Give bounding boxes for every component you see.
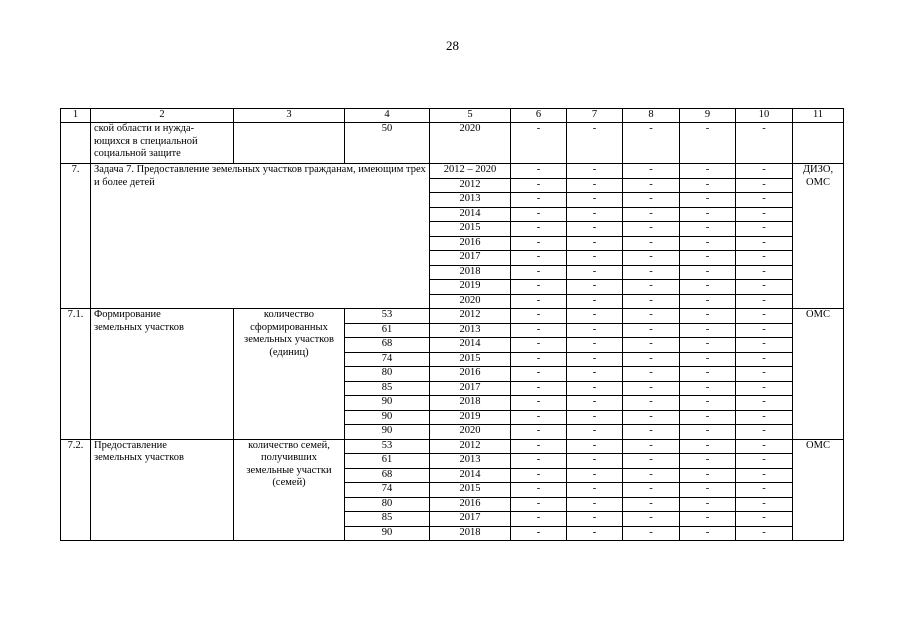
header-row <box>61 109 844 123</box>
table-row <box>61 309 844 324</box>
amount-cell: - <box>680 468 736 483</box>
year-cell: 2014 <box>430 207 511 222</box>
amount-cell: - <box>567 410 623 425</box>
amount-cell: - <box>736 425 793 440</box>
amount-cell: - <box>680 294 736 309</box>
value-cell: 90 <box>345 425 430 440</box>
year-cell: 2017 <box>430 512 511 527</box>
year-cell: 2018 <box>430 265 511 280</box>
value-cell: 61 <box>345 454 430 469</box>
amount-cell: - <box>680 439 736 454</box>
amount-cell: - <box>511 323 567 338</box>
amount-cell: - <box>680 396 736 411</box>
amount-cell: - <box>511 454 567 469</box>
amount-cell: - <box>736 323 793 338</box>
amount-cell: - <box>736 178 793 193</box>
amount-cell: - <box>736 454 793 469</box>
year-cell: 2013 <box>430 323 511 338</box>
amount-cell: - <box>680 512 736 527</box>
amount-cell: - <box>511 338 567 353</box>
amount-cell: - <box>511 526 567 541</box>
column-header: 9 <box>680 109 736 123</box>
amount-cell: - <box>623 309 680 324</box>
amount-cell: - <box>511 367 567 382</box>
year-cell: 2015 <box>430 352 511 367</box>
indicator-cell: количество сформированных земельных участков (единиц) <box>234 309 345 440</box>
amount-cell: - <box>736 468 793 483</box>
amount-cell: - <box>623 526 680 541</box>
value-cell: 90 <box>345 526 430 541</box>
amount-cell: - <box>623 425 680 440</box>
amount-cell: - <box>680 497 736 512</box>
amount-cell: - <box>680 367 736 382</box>
year-cell: 2020 <box>430 294 511 309</box>
value-cell: 61 <box>345 323 430 338</box>
amount-cell: - <box>567 381 623 396</box>
year-cell: 2017 <box>430 381 511 396</box>
amount-cell: - <box>736 236 793 251</box>
amount-cell: - <box>736 193 793 208</box>
amount-cell: - <box>680 265 736 280</box>
amount-cell: - <box>623 323 680 338</box>
amount-cell: - <box>623 454 680 469</box>
amount-cell: - <box>736 512 793 527</box>
amount-cell: - <box>511 309 567 324</box>
amount-cell: - <box>511 123 567 164</box>
amount-cell: - <box>623 193 680 208</box>
amount-cell: - <box>623 123 680 164</box>
amount-cell: - <box>567 512 623 527</box>
column-header: 6 <box>511 109 567 123</box>
column-header: 1 <box>61 109 91 123</box>
amount-cell: - <box>736 207 793 222</box>
amount-cell: - <box>567 251 623 266</box>
amount-cell: - <box>680 236 736 251</box>
amount-cell: - <box>680 280 736 295</box>
year-cell: 2015 <box>430 222 511 237</box>
amount-cell: - <box>511 352 567 367</box>
amount-cell: - <box>511 280 567 295</box>
amount-cell: - <box>567 193 623 208</box>
amount-cell: - <box>623 338 680 353</box>
amount-cell: - <box>567 497 623 512</box>
amount-cell: - <box>623 164 680 179</box>
amount-cell: - <box>680 123 736 164</box>
table-row <box>61 439 844 454</box>
amount-cell: - <box>567 454 623 469</box>
amount-cell: - <box>623 265 680 280</box>
amount-cell: - <box>736 439 793 454</box>
amount-cell: - <box>511 294 567 309</box>
column-header: 10 <box>736 109 793 123</box>
value-cell: 74 <box>345 483 430 498</box>
number-cell <box>61 123 91 164</box>
amount-cell: - <box>623 236 680 251</box>
value-cell: 53 <box>345 309 430 324</box>
amount-cell: - <box>567 207 623 222</box>
value-cell: 90 <box>345 396 430 411</box>
year-cell: 2012 <box>430 439 511 454</box>
table-row <box>61 164 844 179</box>
year-cell: 2016 <box>430 236 511 251</box>
amount-cell: - <box>623 352 680 367</box>
page-number: 28 <box>446 38 459 53</box>
name-cell: Предоставление земельных участков <box>91 439 234 541</box>
amount-cell: - <box>511 251 567 266</box>
amount-cell: - <box>567 236 623 251</box>
amount-cell: - <box>567 280 623 295</box>
amount-cell: - <box>567 352 623 367</box>
column-header: 5 <box>430 109 511 123</box>
value-cell: 80 <box>345 497 430 512</box>
amount-cell: - <box>567 323 623 338</box>
amount-cell: - <box>680 483 736 498</box>
amount-cell: - <box>567 178 623 193</box>
amount-cell: - <box>623 207 680 222</box>
amount-cell: - <box>623 381 680 396</box>
value-cell: 85 <box>345 512 430 527</box>
year-cell: 2016 <box>430 497 511 512</box>
year-cell: 2019 <box>430 410 511 425</box>
amount-cell: - <box>567 396 623 411</box>
amount-cell: - <box>623 512 680 527</box>
amount-cell: - <box>736 294 793 309</box>
amount-cell: - <box>511 381 567 396</box>
amount-cell: - <box>567 265 623 280</box>
amount-cell: - <box>511 512 567 527</box>
amount-cell: - <box>511 193 567 208</box>
indicator-cell <box>234 123 345 164</box>
amount-cell: - <box>680 323 736 338</box>
year-cell: 2014 <box>430 338 511 353</box>
name-cell: ской области и нужда- ющихся в специальной социальной защите <box>91 123 234 164</box>
amount-cell: - <box>511 468 567 483</box>
amount-cell: - <box>623 468 680 483</box>
name-cell: Формирование земельных участков <box>91 309 234 440</box>
number-cell: 7.2. <box>61 439 91 541</box>
responsible-cell <box>793 123 844 164</box>
year-cell: 2019 <box>430 280 511 295</box>
amount-cell: - <box>623 251 680 266</box>
year-cell: 2012 <box>430 309 511 324</box>
amount-cell: - <box>680 251 736 266</box>
value-cell: 53 <box>345 439 430 454</box>
number-cell: 7.1. <box>61 309 91 440</box>
amount-cell: - <box>511 265 567 280</box>
amount-cell: - <box>736 280 793 295</box>
amount-cell: - <box>623 280 680 295</box>
year-cell: 2016 <box>430 367 511 382</box>
amount-cell: - <box>736 222 793 237</box>
amount-cell: - <box>736 497 793 512</box>
value-cell: 74 <box>345 352 430 367</box>
column-header: 4 <box>345 109 430 123</box>
value-cell: 85 <box>345 381 430 396</box>
amount-cell: - <box>736 381 793 396</box>
amount-cell: - <box>511 425 567 440</box>
amount-cell: - <box>567 526 623 541</box>
amount-cell: - <box>567 123 623 164</box>
value-cell: 68 <box>345 468 430 483</box>
amount-cell: - <box>567 367 623 382</box>
amount-cell: - <box>680 454 736 469</box>
amount-cell: - <box>511 222 567 237</box>
amount-cell: - <box>736 352 793 367</box>
table-row <box>61 123 844 164</box>
amount-cell: - <box>511 410 567 425</box>
responsible-cell: ОМС <box>793 439 844 541</box>
year-cell: 2013 <box>430 454 511 469</box>
amount-cell: - <box>680 178 736 193</box>
amount-cell: - <box>623 483 680 498</box>
amount-cell: - <box>736 483 793 498</box>
year-cell: 2018 <box>430 526 511 541</box>
value-cell: 68 <box>345 338 430 353</box>
column-header: 11 <box>793 109 844 123</box>
amount-cell: - <box>680 352 736 367</box>
year-cell: 2020 <box>430 123 511 164</box>
amount-cell: - <box>511 396 567 411</box>
amount-cell: - <box>736 396 793 411</box>
amount-cell: - <box>511 236 567 251</box>
program-table <box>60 108 844 541</box>
amount-cell: - <box>680 526 736 541</box>
amount-cell: - <box>511 439 567 454</box>
column-header: 3 <box>234 109 345 123</box>
value-cell: 90 <box>345 410 430 425</box>
amount-cell: - <box>736 526 793 541</box>
amount-cell: - <box>736 367 793 382</box>
column-header: 8 <box>623 109 680 123</box>
amount-cell: - <box>680 222 736 237</box>
year-cell: 2012 <box>430 178 511 193</box>
amount-cell: - <box>511 207 567 222</box>
amount-cell: - <box>567 468 623 483</box>
amount-cell: - <box>736 123 793 164</box>
amount-cell: - <box>623 178 680 193</box>
amount-cell: - <box>623 410 680 425</box>
year-cell: 2017 <box>430 251 511 266</box>
amount-cell: - <box>623 367 680 382</box>
amount-cell: - <box>680 338 736 353</box>
amount-cell: - <box>680 425 736 440</box>
amount-cell: - <box>567 338 623 353</box>
amount-cell: - <box>511 178 567 193</box>
amount-cell: - <box>567 439 623 454</box>
amount-cell: - <box>567 425 623 440</box>
amount-cell: - <box>736 410 793 425</box>
amount-cell: - <box>623 497 680 512</box>
column-header: 2 <box>91 109 234 123</box>
amount-cell: - <box>511 497 567 512</box>
amount-cell: - <box>736 265 793 280</box>
indicator-cell: количество семей, получивших земельные участки (семей) <box>234 439 345 541</box>
amount-cell: - <box>567 294 623 309</box>
amount-cell: - <box>567 222 623 237</box>
responsible-cell: ОМС <box>793 309 844 440</box>
value-cell: 50 <box>345 123 430 164</box>
year-cell: 2015 <box>430 483 511 498</box>
amount-cell: - <box>623 294 680 309</box>
amount-cell: - <box>680 381 736 396</box>
amount-cell: - <box>680 207 736 222</box>
year-cell: 2012 – 2020 <box>430 164 511 179</box>
amount-cell: - <box>680 410 736 425</box>
amount-cell: - <box>736 338 793 353</box>
responsible-cell: ДИЗО, ОМС <box>793 164 844 309</box>
amount-cell: - <box>736 309 793 324</box>
amount-cell: - <box>567 309 623 324</box>
column-header: 7 <box>567 109 623 123</box>
amount-cell: - <box>511 483 567 498</box>
amount-cell: - <box>623 222 680 237</box>
amount-cell: - <box>623 439 680 454</box>
amount-cell: - <box>680 193 736 208</box>
task-title-cell: Задача 7. Предоставление земельных участков гражданам, имеющим трех и более детей <box>91 164 430 309</box>
amount-cell: - <box>736 251 793 266</box>
year-cell: 2018 <box>430 396 511 411</box>
amount-cell: - <box>736 164 793 179</box>
year-cell: 2014 <box>430 468 511 483</box>
number-cell: 7. <box>61 164 91 309</box>
amount-cell: - <box>680 164 736 179</box>
year-cell: 2020 <box>430 425 511 440</box>
amount-cell: - <box>680 309 736 324</box>
value-cell: 80 <box>345 367 430 382</box>
amount-cell: - <box>567 164 623 179</box>
amount-cell: - <box>567 483 623 498</box>
year-cell: 2013 <box>430 193 511 208</box>
amount-cell: - <box>511 164 567 179</box>
amount-cell: - <box>623 396 680 411</box>
